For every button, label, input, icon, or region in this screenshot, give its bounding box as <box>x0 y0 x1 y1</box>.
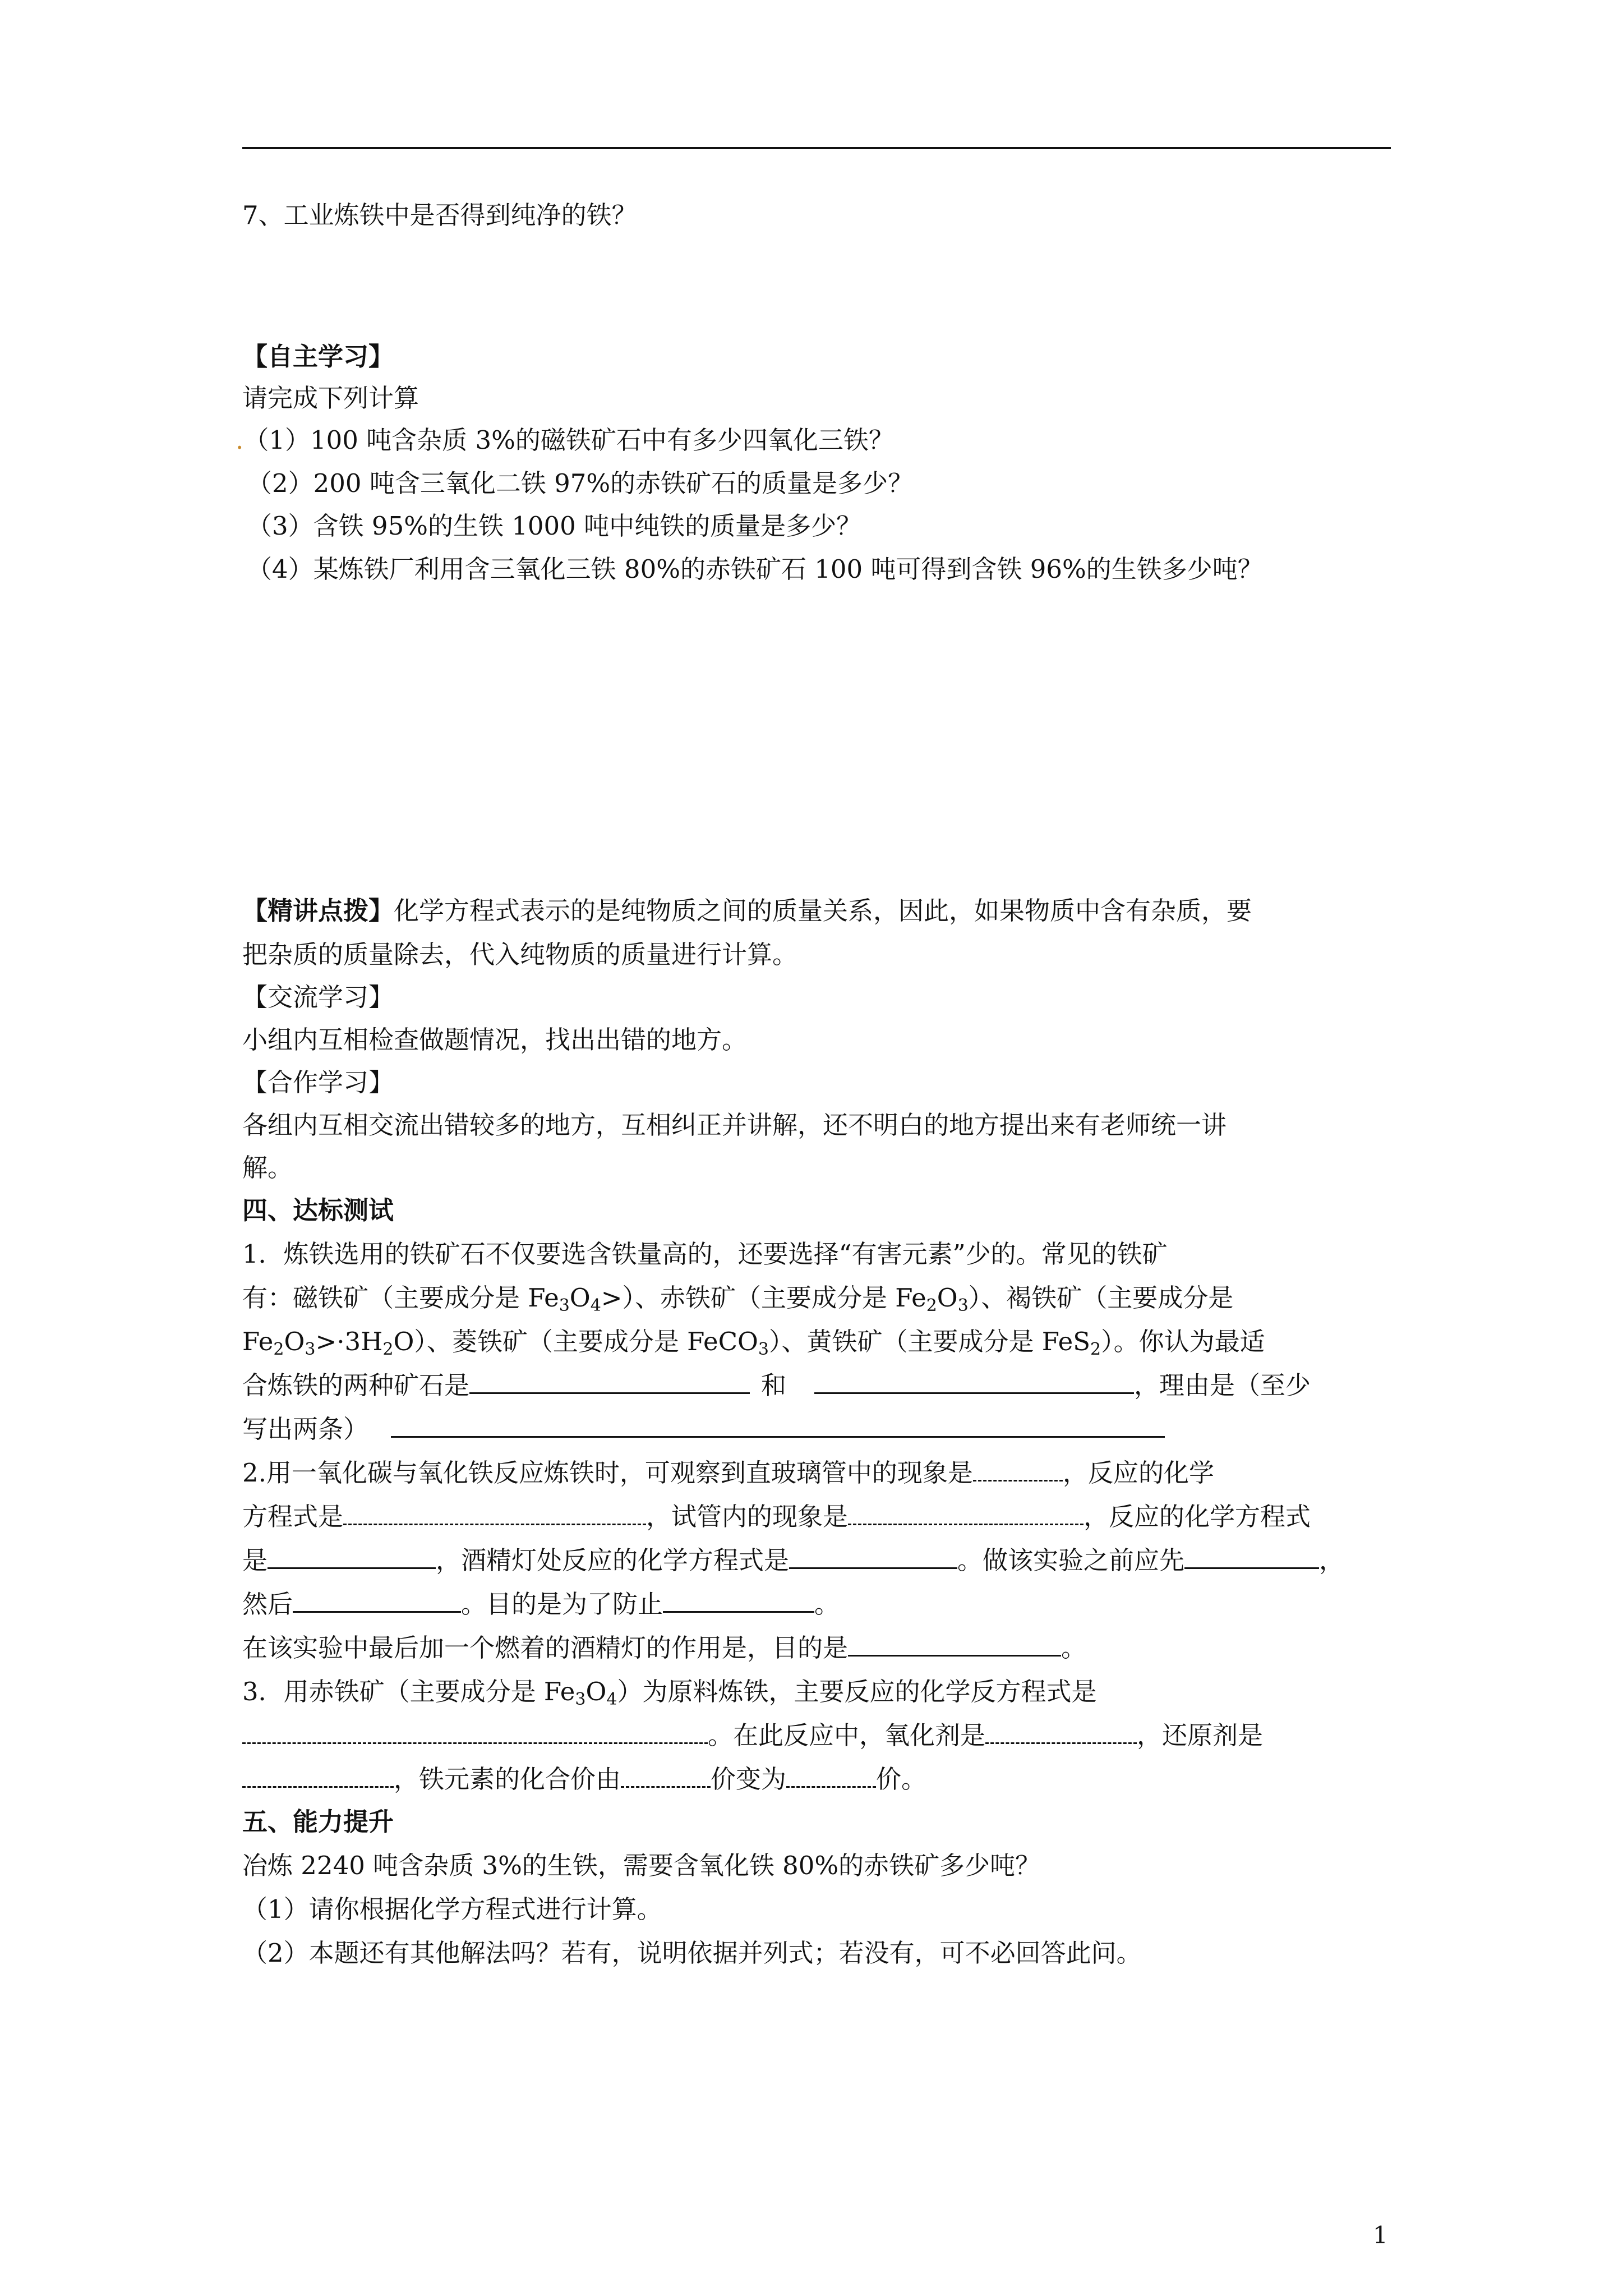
s4-q1-line-1: 1．炼铁选用的铁矿石不仅要选含铁量高的，还要选择“有害元素”少的。常见的铁矿 <box>242 1239 1168 1269</box>
self-study-item-4: （4）某炼铁厂利用含三氧化三铁 80%的赤铁矿石 100 吨可得到含铁 96%的生铁多少吨？ <box>247 554 1263 584</box>
self-study-item-3: （3）含铁 95%的生铁 1000 吨中纯铁的质量是多少？ <box>247 511 862 541</box>
section-4-heading: 四、达标测试 <box>242 1195 394 1225</box>
answer-blank[interactable] <box>1184 1545 1319 1569</box>
key-points-line-2: 把杂质的质量除去，代入纯物质的质量进行计算。 <box>242 940 798 969</box>
answer-blank[interactable] <box>242 1764 394 1788</box>
answer-blank[interactable] <box>242 1720 708 1744</box>
self-study-item-2: （2）200 吨含三氧化二铁 97%的赤铁矿石的质量是多少？ <box>247 468 914 498</box>
s4-q2-line-5: 在该实验中最后加一个燃着的酒精灯的作用是，目的是 。 <box>242 1633 1087 1663</box>
s5-line-3: （2）本题还有其他解法吗？若有，说明依据并列式；若没有，可不必回答此问。 <box>242 1938 1142 1968</box>
s4-q1-line-2: 有：磁铁矿（主要成分是 $Fe_3O_4>$）、赤铁矿（主要成分是 $Fe_2O_3$）、褐铁矿（主要成分是 <box>242 1283 1234 1315</box>
answer-blank[interactable] <box>814 1370 1134 1394</box>
self-study-item-1: .（1）100 吨含杂质 3%的磁铁矿石中有多少四氧化三铁？ <box>236 425 894 455</box>
exchange-heading: 【交流学习】 <box>242 982 394 1012</box>
answer-blank[interactable] <box>293 1589 461 1613</box>
answer-blank[interactable] <box>973 1457 1063 1481</box>
coop-line-2: 解。 <box>242 1153 293 1182</box>
answer-blank[interactable] <box>985 1720 1137 1744</box>
question-7: 7、工业炼铁中是否得到纯净的铁？ <box>242 200 637 230</box>
answer-blank[interactable] <box>786 1764 876 1788</box>
exchange-text: 小组内互相检查做题情况，找出出错的地方。 <box>242 1025 748 1055</box>
answer-blank[interactable] <box>621 1764 711 1788</box>
answer-blank[interactable] <box>789 1545 957 1569</box>
s4-q3-line-1: 3．用赤铁矿（主要成分是 $Fe_3O_4$）为原料炼铁，主要反应的化学反方程式是 <box>242 1677 1097 1709</box>
answer-blank[interactable] <box>469 1370 750 1394</box>
s4-q2-line-4: 然后 。目的是为了防止 。 <box>242 1589 840 1619</box>
section-5-heading: 五、能力提升 <box>242 1807 394 1837</box>
s4-q2-line-1: 2.用一氧化碳与氧化铁反应炼铁时，可观察到直玻璃管中的现象是 ，反应的化学 <box>242 1458 1214 1488</box>
coop-heading: 【合作学习】 <box>242 1068 394 1097</box>
s4-q3-line-2: 。在此反应中，氧化剂是 ，还原剂是 <box>242 1719 1263 1752</box>
s4-q1-line-3: $Fe_2O_3>\cdot 3H_2O$）、菱铁矿（主要成分是 FeCO$_3$）、黄铁矿（主要成分是 FeS$_2$）。你认为最适 <box>242 1327 1265 1359</box>
answer-blank[interactable] <box>663 1589 814 1613</box>
answer-blank[interactable] <box>848 1501 1083 1525</box>
s4-q1-line-4: 合炼铁的两种矿石是 和 ，理由是（至少 <box>242 1370 1311 1400</box>
s4-q2-line-2: 方程式是 ，试管内的现象是 ，反应的化学方程式 <box>242 1502 1311 1531</box>
answer-blank[interactable] <box>343 1501 646 1525</box>
s5-line-1: 冶炼 2240 吨含杂质 3%的生铁，需要含氧化铁 80%的赤铁矿多少吨？ <box>242 1851 1041 1880</box>
answer-blank[interactable] <box>268 1545 436 1569</box>
s5-line-2: （1）请你根据化学方程式进行计算。 <box>242 1894 662 1924</box>
coop-line-1: 各组内互相交流出错较多的地方，互相纠正并讲解，还不明白的地方提出来有老师统一讲 <box>242 1110 1227 1140</box>
key-points-line-1: 【精讲点拨】化学方程式表示的是纯物质之间的质量关系，因此，如果物质中含有杂质，要 <box>242 896 1252 926</box>
answer-blank[interactable] <box>848 1632 1061 1657</box>
answer-blank[interactable] <box>391 1414 1165 1438</box>
s4-q1-line-5: 写出两条） <box>242 1412 1165 1446</box>
self-study-intro: 请完成下列计算 <box>242 383 419 413</box>
self-study-heading: 【自主学习】 <box>242 342 394 371</box>
header-rule <box>242 147 1391 149</box>
s4-q2-line-3: 是 ，酒精灯处反应的化学方程式是 。做该实验之前应先 ， <box>242 1545 1345 1575</box>
s4-q3-line-3: ，铁元素的化合价由 价变为 价。 <box>242 1763 926 1796</box>
page-number: 1 <box>1373 2221 1388 2249</box>
